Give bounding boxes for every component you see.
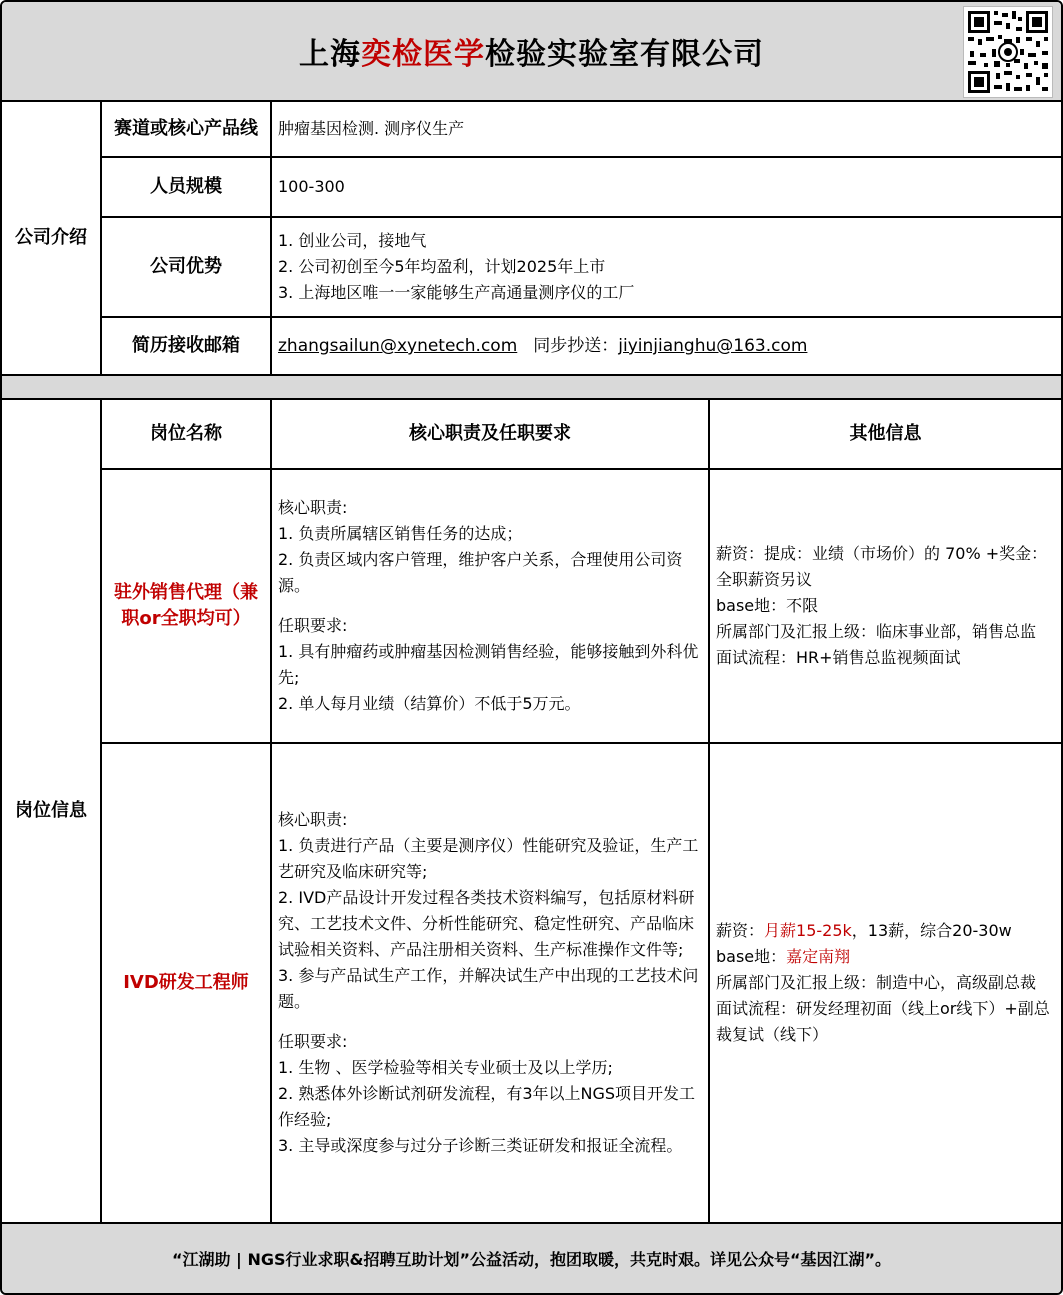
advantage-item: 1. 创业公司，接地气: [278, 231, 427, 250]
header-duties: [272, 400, 710, 470]
duty-line: 3. 参与产品试生产工作，并解决试生产中出现的工艺技术问题。: [278, 966, 699, 1011]
section-divider: [2, 376, 1061, 400]
duty-line: 3. 主导或深度参与过分子诊断三类证研发和报证全流程。: [278, 1136, 683, 1155]
salary-label: 薪资：: [716, 921, 765, 940]
salary-highlight: 月薪15-25k: [764, 921, 852, 940]
interview-line: 面试流程：研发经理初面（线上or线下）+副总裁复试（线下）: [716, 999, 1050, 1044]
base-value: 不限: [786, 596, 819, 615]
duty-line: [278, 1015, 702, 1029]
header-duties-text: 核心职责及任职要求: [409, 423, 571, 444]
salary-line: [716, 541, 1055, 593]
headcount-label: [102, 158, 272, 218]
header-other: [710, 400, 1061, 470]
track-value-text: 肿瘤基因检测. 测序仪生产: [278, 119, 465, 138]
salary-rest: ，13薪，综合20-30w: [851, 921, 1012, 940]
duty-line: 任职要求:: [278, 616, 348, 635]
job-duties-sales: [272, 470, 710, 744]
duty-line: 核心职责:: [278, 498, 348, 517]
headcount-value: [272, 158, 1061, 218]
header-position: [102, 400, 272, 470]
duty-line: 2. IVD产品设计开发过程各类技术资料编写，包括原材料研究、工艺技术文件、分析性能研究、稳定性研究、产品临床试验相关资料、产品注册相关资料、生产标准操作文件等;: [278, 888, 695, 959]
page-title: [299, 29, 764, 73]
duty-line: 2. 单人每月业绩（结算价）不低于5万元。: [278, 694, 581, 713]
cc-email-link[interactable]: jiyinjianghu@163.com: [618, 336, 808, 356]
qr-code-icon: [963, 6, 1053, 98]
job-title-sales-text: 驻外销售代理（兼职or全职均可）: [114, 582, 258, 629]
base-line: [716, 593, 1055, 619]
duty-line: 核心职责:: [278, 810, 348, 829]
salary-label: 薪资：: [716, 544, 765, 563]
job-title-sales: [102, 470, 272, 744]
duty-line: 任职要求:: [278, 1032, 348, 1051]
dept-line: 所属部门及汇报上级：制造中心，高级副总裁: [716, 973, 1037, 992]
job-other-ivd: [710, 744, 1061, 1224]
header-position-text: 岗位名称: [150, 423, 222, 444]
duty-line: 1. 生物 、医学检验等相关专业硕士及以上学历;: [278, 1058, 613, 1077]
advantage-item: 3. 上海地区唯一一家能够生产高通量测序仪的工厂: [278, 283, 635, 302]
email-label-text: 简历接收邮箱: [132, 335, 240, 356]
company-section-text: 公司介绍: [15, 227, 87, 248]
duty-line: 2. 熟悉体外诊断试剂研发流程，有3年以上NGS项目开发工作经验;: [278, 1084, 696, 1129]
headcount-label-text: 人员规模: [150, 176, 222, 197]
duty-line: 2. 负责区域内客户管理，维护客户关系，合理使用公司资源。: [278, 550, 683, 595]
advantages-label: [102, 218, 272, 318]
title-prefix: 上海: [299, 37, 361, 72]
base-label: base地：: [716, 596, 787, 615]
duty-line: [278, 599, 702, 613]
footer-text: “江湖助 | NGS行业求职&招聘互助计划”公益活动，抱团取暖，共克时艰。详见公众号“基因江湖”。: [171, 1250, 892, 1269]
job-other-sales: [710, 470, 1061, 744]
footer-banner: [2, 1224, 1061, 1293]
cc-label: 同步抄送：: [533, 336, 619, 356]
headcount-value-text: 100-300: [278, 177, 345, 196]
job-title-ivd: [102, 744, 272, 1224]
advantages-label-text: 公司优势: [150, 256, 222, 277]
track-value: [272, 102, 1061, 158]
base-line: [716, 944, 1055, 970]
title-bar: [2, 2, 1061, 102]
jobs-section-text: 岗位信息: [15, 800, 87, 821]
track-label-text: 赛道或核心产品线: [114, 118, 258, 139]
header-other-text: 其他信息: [849, 423, 922, 444]
duty-line: 1. 负责进行产品（主要是测序仪）性能研究及验证，生产工艺研究及临床研究等;: [278, 836, 699, 881]
title-highlight: 奕检医学: [361, 37, 485, 72]
advantage-item: 2. 公司初创至今5年均盈利，计划2025年上市: [278, 257, 606, 276]
title-suffix: 检验实验室有限公司: [485, 37, 764, 72]
resume-email-link[interactable]: zhangsailun@xynetech.com: [278, 336, 518, 356]
salary-line: [716, 918, 1055, 944]
salary-value: 提成：业绩（市场价）的 70% +奖金：全职薪资另议: [716, 544, 1048, 589]
track-label: [102, 102, 272, 158]
email-label: [102, 318, 272, 376]
company-section-label: [2, 102, 102, 376]
base-value: 嘉定南翔: [786, 947, 851, 966]
job-title-ivd-text: IVD研发工程师: [123, 972, 249, 993]
interview-line: 面试流程：HR+销售总监视频面试: [716, 648, 961, 667]
jobs-section-label: [2, 400, 102, 1224]
advantages-value: [272, 218, 1061, 318]
duty-line: 1. 具有肿瘤药或肿瘤基因检测销售经验，能够接触到外科优先;: [278, 642, 699, 687]
base-label: base地：: [716, 947, 787, 966]
duty-line: 1. 负责所属辖区销售任务的达成；: [278, 524, 523, 543]
job-duties-ivd: [272, 744, 710, 1224]
dept-line: 所属部门及汇报上级：临床事业部，销售总监: [716, 622, 1037, 641]
email-value: [272, 318, 1061, 376]
